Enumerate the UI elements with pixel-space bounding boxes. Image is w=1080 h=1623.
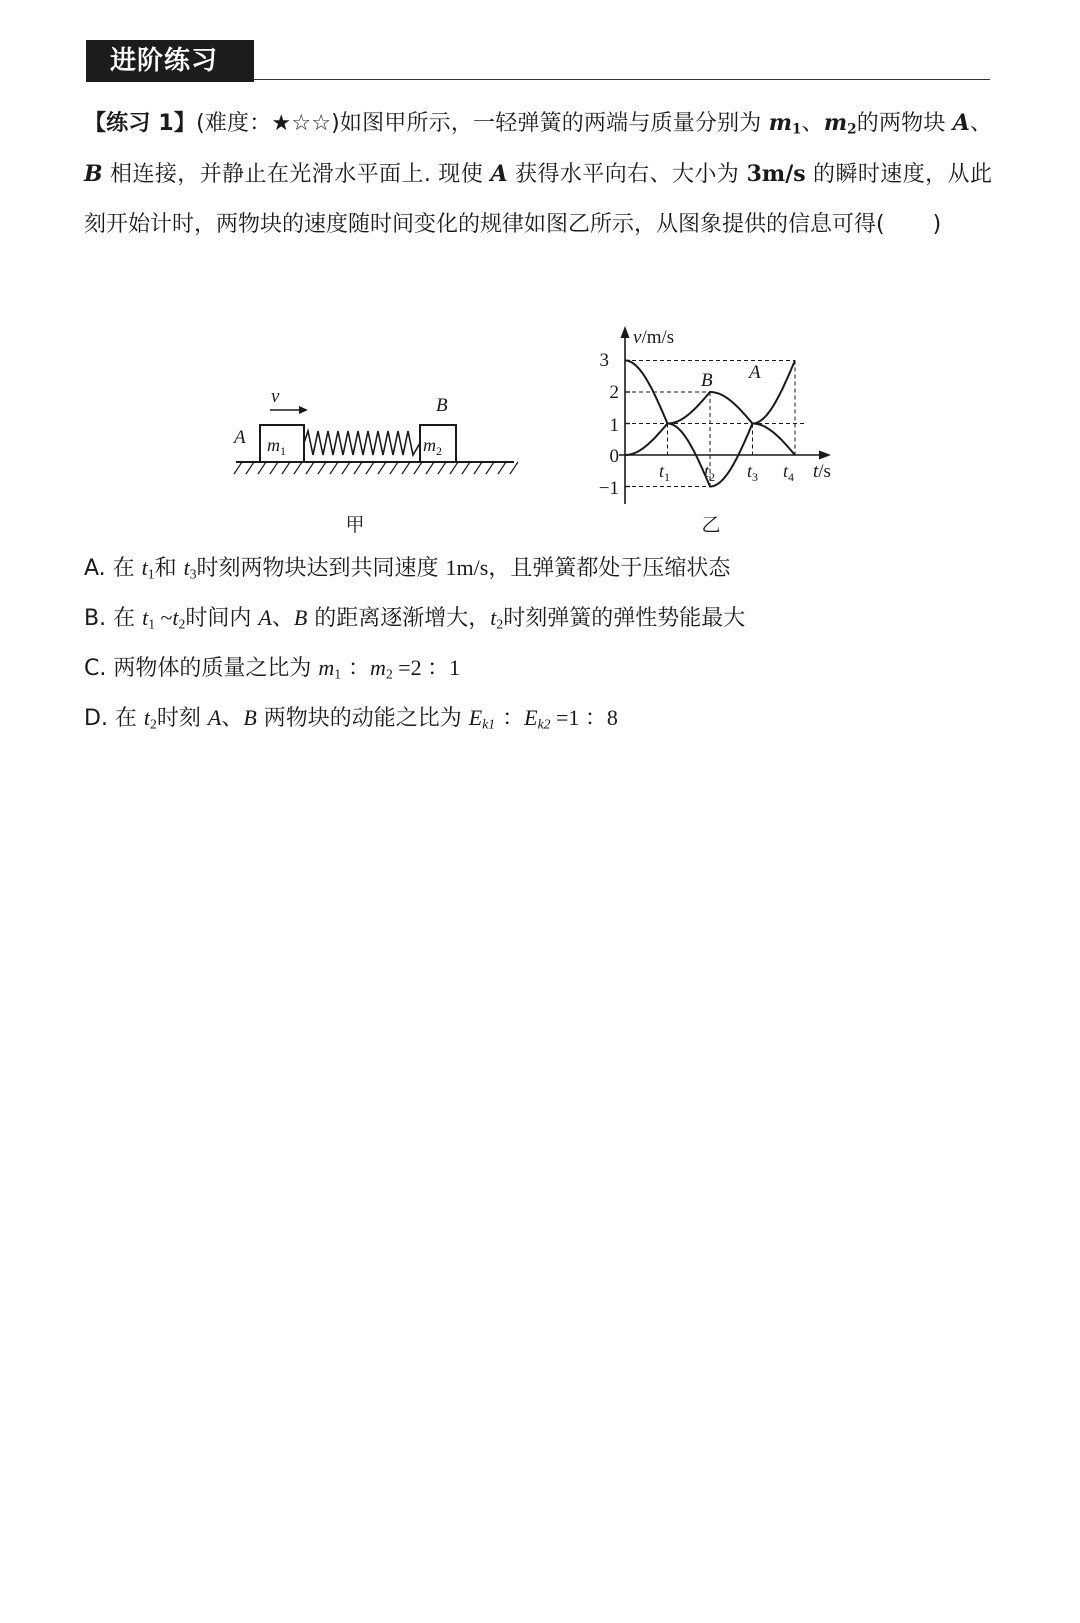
guide-lines (625, 361, 807, 487)
y-tick-2: 2 (609, 382, 619, 403)
y-tick-3: 3 (599, 350, 609, 371)
block-b-label: B (436, 395, 448, 416)
option-b: B. 在 $t_1$ $\sim t_2$时间内 A、B 的距离逐渐增大，$t_2$时刻弹簧的弹性势能最大 (84, 605, 746, 632)
velocity-arrowhead (299, 406, 308, 414)
option-d: D. 在 $t_2$时刻 A、B 两物块的动能之比为 $E_{k1}$ ：$E_{k2} =1$ ：8 (84, 705, 618, 732)
option-a: A. 在 $t_1$和 $t_3$时刻两物块达到共同速度 1m/s，且弹簧都处于压缩状态 (84, 555, 731, 582)
question-text: 【练习 1】(难度：★☆☆)如图甲所示，一轻弹簧的两端与质量分别为 $m_1$、$m_2$的两物块 A、B 相连接，并静止在光滑水平面上. 现使 A 获得水平向右、大小为 3m/s 的瞬时速度，从此刻开始计时，两物块的速度随时间变化的规律如图乙所示，从图象提供的信息可得( ) (84, 110, 992, 237)
y-tick-1: 1 (609, 415, 619, 436)
x-axis-label: t/s (813, 461, 831, 482)
section-header: 进阶练习 (86, 40, 254, 82)
velocity-time-graph (585, 318, 850, 510)
block-b-mass: $m_2$ (423, 435, 442, 458)
figure-b-caption: 乙 (701, 514, 721, 536)
figure-a-caption: 甲 (345, 514, 365, 536)
question-difficulty: (难度：★☆☆) (196, 111, 340, 136)
y-axis-label: v/m/s (633, 327, 675, 348)
spring (304, 431, 420, 455)
series-a-label: A (749, 362, 761, 383)
x-tick-t1: $t_1$ (659, 461, 671, 484)
section-header-rule (254, 79, 990, 80)
x-tick-t2: $t_2$ (704, 461, 716, 484)
question-label: 【练习 1】 (84, 111, 197, 136)
option-c: C. 两物体的质量之比为 $m_1$ ：$m_2 =2$ ：1 (84, 655, 461, 682)
ground-hatching (234, 462, 518, 474)
velocity-label: v (271, 386, 280, 407)
block-a-mass: $m_1$ (267, 435, 286, 458)
x-tick-t3: $t_3$ (747, 461, 759, 484)
y-tick-0: 0 (609, 446, 619, 467)
block-a-label: A (234, 427, 246, 448)
series-b-label: B (701, 370, 713, 391)
x-tick-t4: $t_4$ (783, 461, 795, 484)
spring-block-diagram (230, 385, 520, 495)
y-tick-neg1: −1 (598, 478, 619, 499)
